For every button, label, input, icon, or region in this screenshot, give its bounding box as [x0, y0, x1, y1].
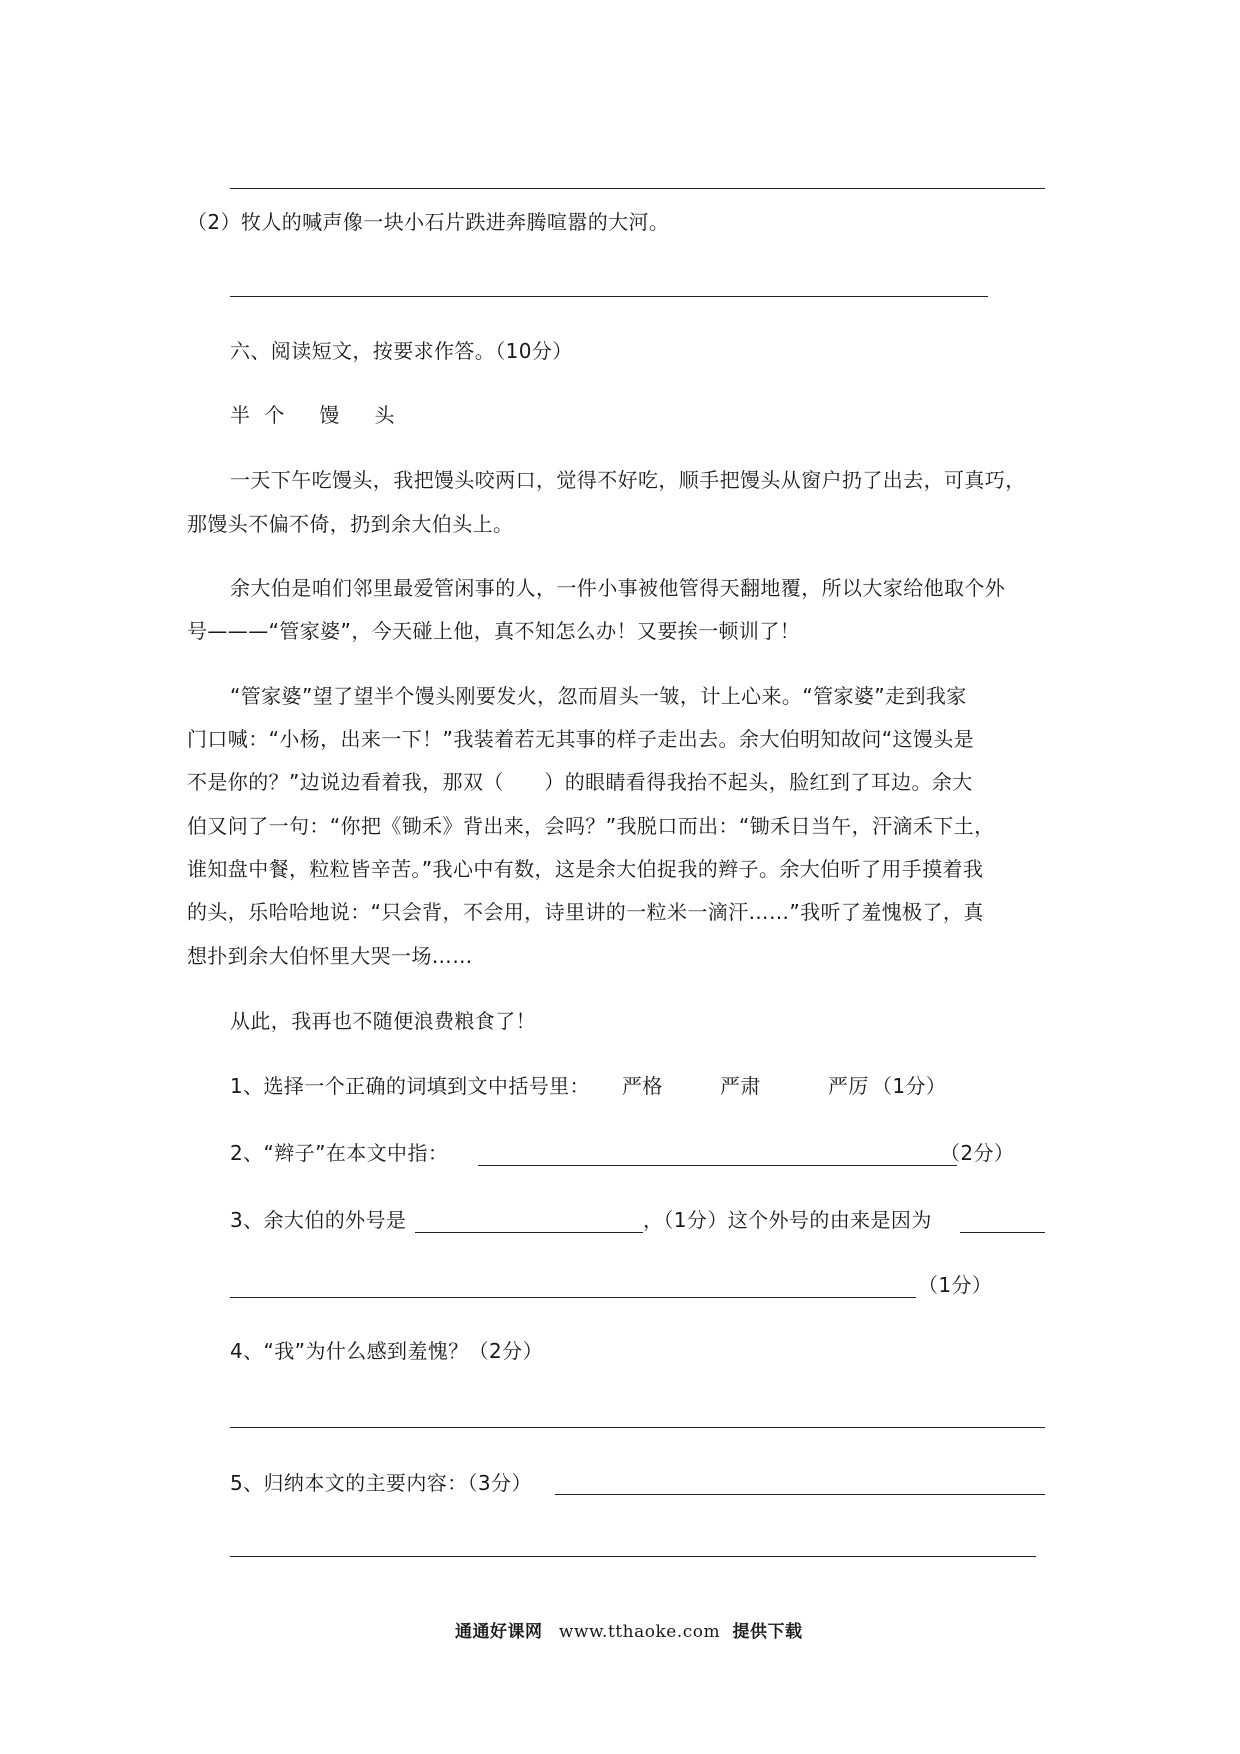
question-4-prompt: 4、“我”为什么感到羞愧？（2分）: [230, 1339, 543, 1363]
paragraph-line: 门口喊：“小杨，出来一下！”我装着若无其事的样子走出去。余大伯明知故问“这馒头是: [187, 727, 975, 751]
question-3-prompt: 3、余大伯的外号是: [230, 1208, 407, 1232]
footer-site-name: 通通好课网: [455, 1622, 543, 1642]
question-1-option: 严格: [622, 1074, 663, 1098]
answer-line[interactable]: [555, 1494, 1045, 1495]
answer-line: [230, 188, 1045, 189]
question-2-score: （2分）: [940, 1141, 1015, 1165]
answer-line[interactable]: [960, 1232, 1045, 1233]
paragraph-line: 余大伯是咱们邻里最爱管闲事的人，一件小事被他管得天翻地覆，所以大家给他取个外: [230, 576, 1006, 600]
story-title: 半 个 馒 头: [230, 403, 399, 427]
question-1-score: （1分）: [872, 1074, 947, 1098]
footer-url[interactable]: www.tthaoke.com: [558, 1622, 721, 1642]
paragraph-line: 想扑到余大伯怀里大哭一场……: [187, 944, 473, 968]
paragraph-line: “管家婆”望了望半个馒头刚要发火，忽而眉头一皱，计上心来。“管家婆”走到我家: [230, 684, 967, 708]
question-3-score: （1分）: [918, 1273, 993, 1297]
section-heading: 六、阅读短文，按要求作答。（10分）: [230, 339, 573, 363]
answer-line[interactable]: [415, 1232, 643, 1233]
q5-part2-sentence: （2）牧人的喊声像一块小石片跌进奔腾喧嚣的大河。: [187, 210, 670, 234]
answer-line[interactable]: [230, 1427, 1045, 1428]
footer: [455, 1617, 803, 1642]
answer-line: [230, 296, 988, 297]
paragraph-line: 伯又问了一句：“你把《锄禾》背出来，会吗？”我脱口而出：“锄禾日当午，汗滴禾下土，: [187, 814, 995, 838]
question-1-option: 严厉: [828, 1074, 869, 1098]
paragraph-line: 一天下午吃馒头，我把馒头咬两口，觉得不好吃，顺手把馒头从窗户扔了出去，可真巧，: [230, 468, 1026, 492]
paragraph-line: 的头，乐哈哈地说：“只会背，不会用，诗里讲的一粒米一滴汗……”我听了羞愧极了，真: [187, 900, 984, 924]
question-5-prompt: 5、归纳本文的主要内容：（3分）: [230, 1471, 532, 1495]
paragraph-line: 从此，我再也不随便浪费粮食了！: [230, 1009, 536, 1033]
paragraph-line: 号———“管家婆”，今天碰上他，真不知怎么办！又要挨一顿训了！: [187, 619, 801, 643]
question-1-prompt: 1、选择一个正确的词填到文中括号里：: [230, 1074, 590, 1098]
question-1-option: 严肃: [720, 1074, 761, 1098]
footer-suffix: 提供下载: [732, 1622, 803, 1642]
answer-line[interactable]: [230, 1556, 1036, 1557]
answer-line[interactable]: [478, 1165, 957, 1166]
paragraph-line: 不是你的？”边说边看着我，那双（ ）的眼睛看得我抬不起头，脸红到了耳边。余大: [187, 770, 973, 794]
question-2-prompt: 2、“辫子”在本文中指：: [230, 1141, 449, 1165]
paragraph-line: 谁知盘中餐，粒粒皆辛苦。”我心中有数，这是余大伯捉我的辫子。余大伯听了用手摸着我: [187, 857, 984, 881]
answer-line[interactable]: [230, 1297, 916, 1298]
paragraph-line: 那馒头不偏不倚，扔到余大伯头上。: [187, 512, 514, 536]
question-3-middle: ，（1分）这个外号的由来是因为: [643, 1208, 932, 1232]
